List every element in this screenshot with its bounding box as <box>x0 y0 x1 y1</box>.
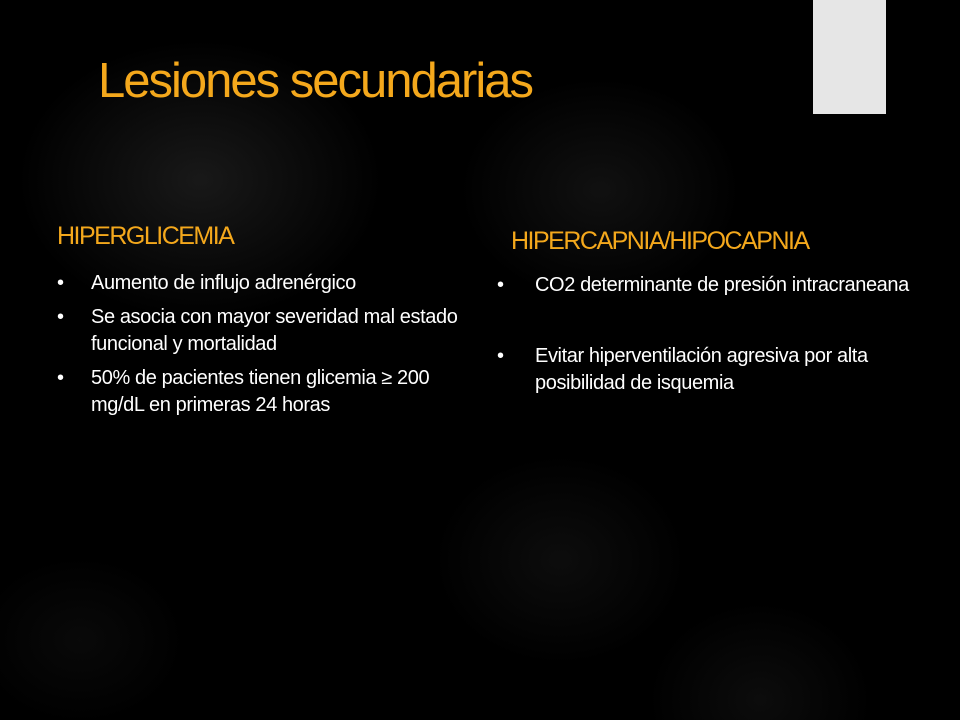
list-item <box>57 365 467 419</box>
corner-decoration-block <box>813 0 886 114</box>
right-column-heading: HIPERCAPNIA/HIPOCAPNIA <box>511 227 809 255</box>
list-item-text: 50% de pacientes tienen glicemia ≥ 200 mg/dL en primeras 24 horas <box>91 367 430 416</box>
list-item-text: Se asocia con mayor severidad mal estado funcional y mortalidad <box>91 306 458 355</box>
list-item-text: CO2 determinante de presión intracraneana <box>535 274 909 296</box>
list-item <box>497 272 917 299</box>
left-column-heading: HIPERGLICEMIA <box>57 222 234 250</box>
bullet-icon: • <box>497 345 504 367</box>
bullet-icon: • <box>57 272 64 294</box>
bullet-icon: • <box>57 306 64 328</box>
bullet-icon: • <box>57 367 64 389</box>
bullet-icon: • <box>497 274 504 296</box>
list-item <box>497 343 917 397</box>
list-item-text: Evitar hiperventilación agresiva por alta posibilidad de isquemia <box>535 345 868 394</box>
left-bullet-list <box>57 270 467 426</box>
slide-title: Lesiones secundarias <box>98 54 532 108</box>
list-item-text: Aumento de influjo adrenérgico <box>91 272 356 294</box>
list-item <box>57 304 467 358</box>
right-bullet-list <box>497 272 917 404</box>
list-item <box>57 270 467 297</box>
